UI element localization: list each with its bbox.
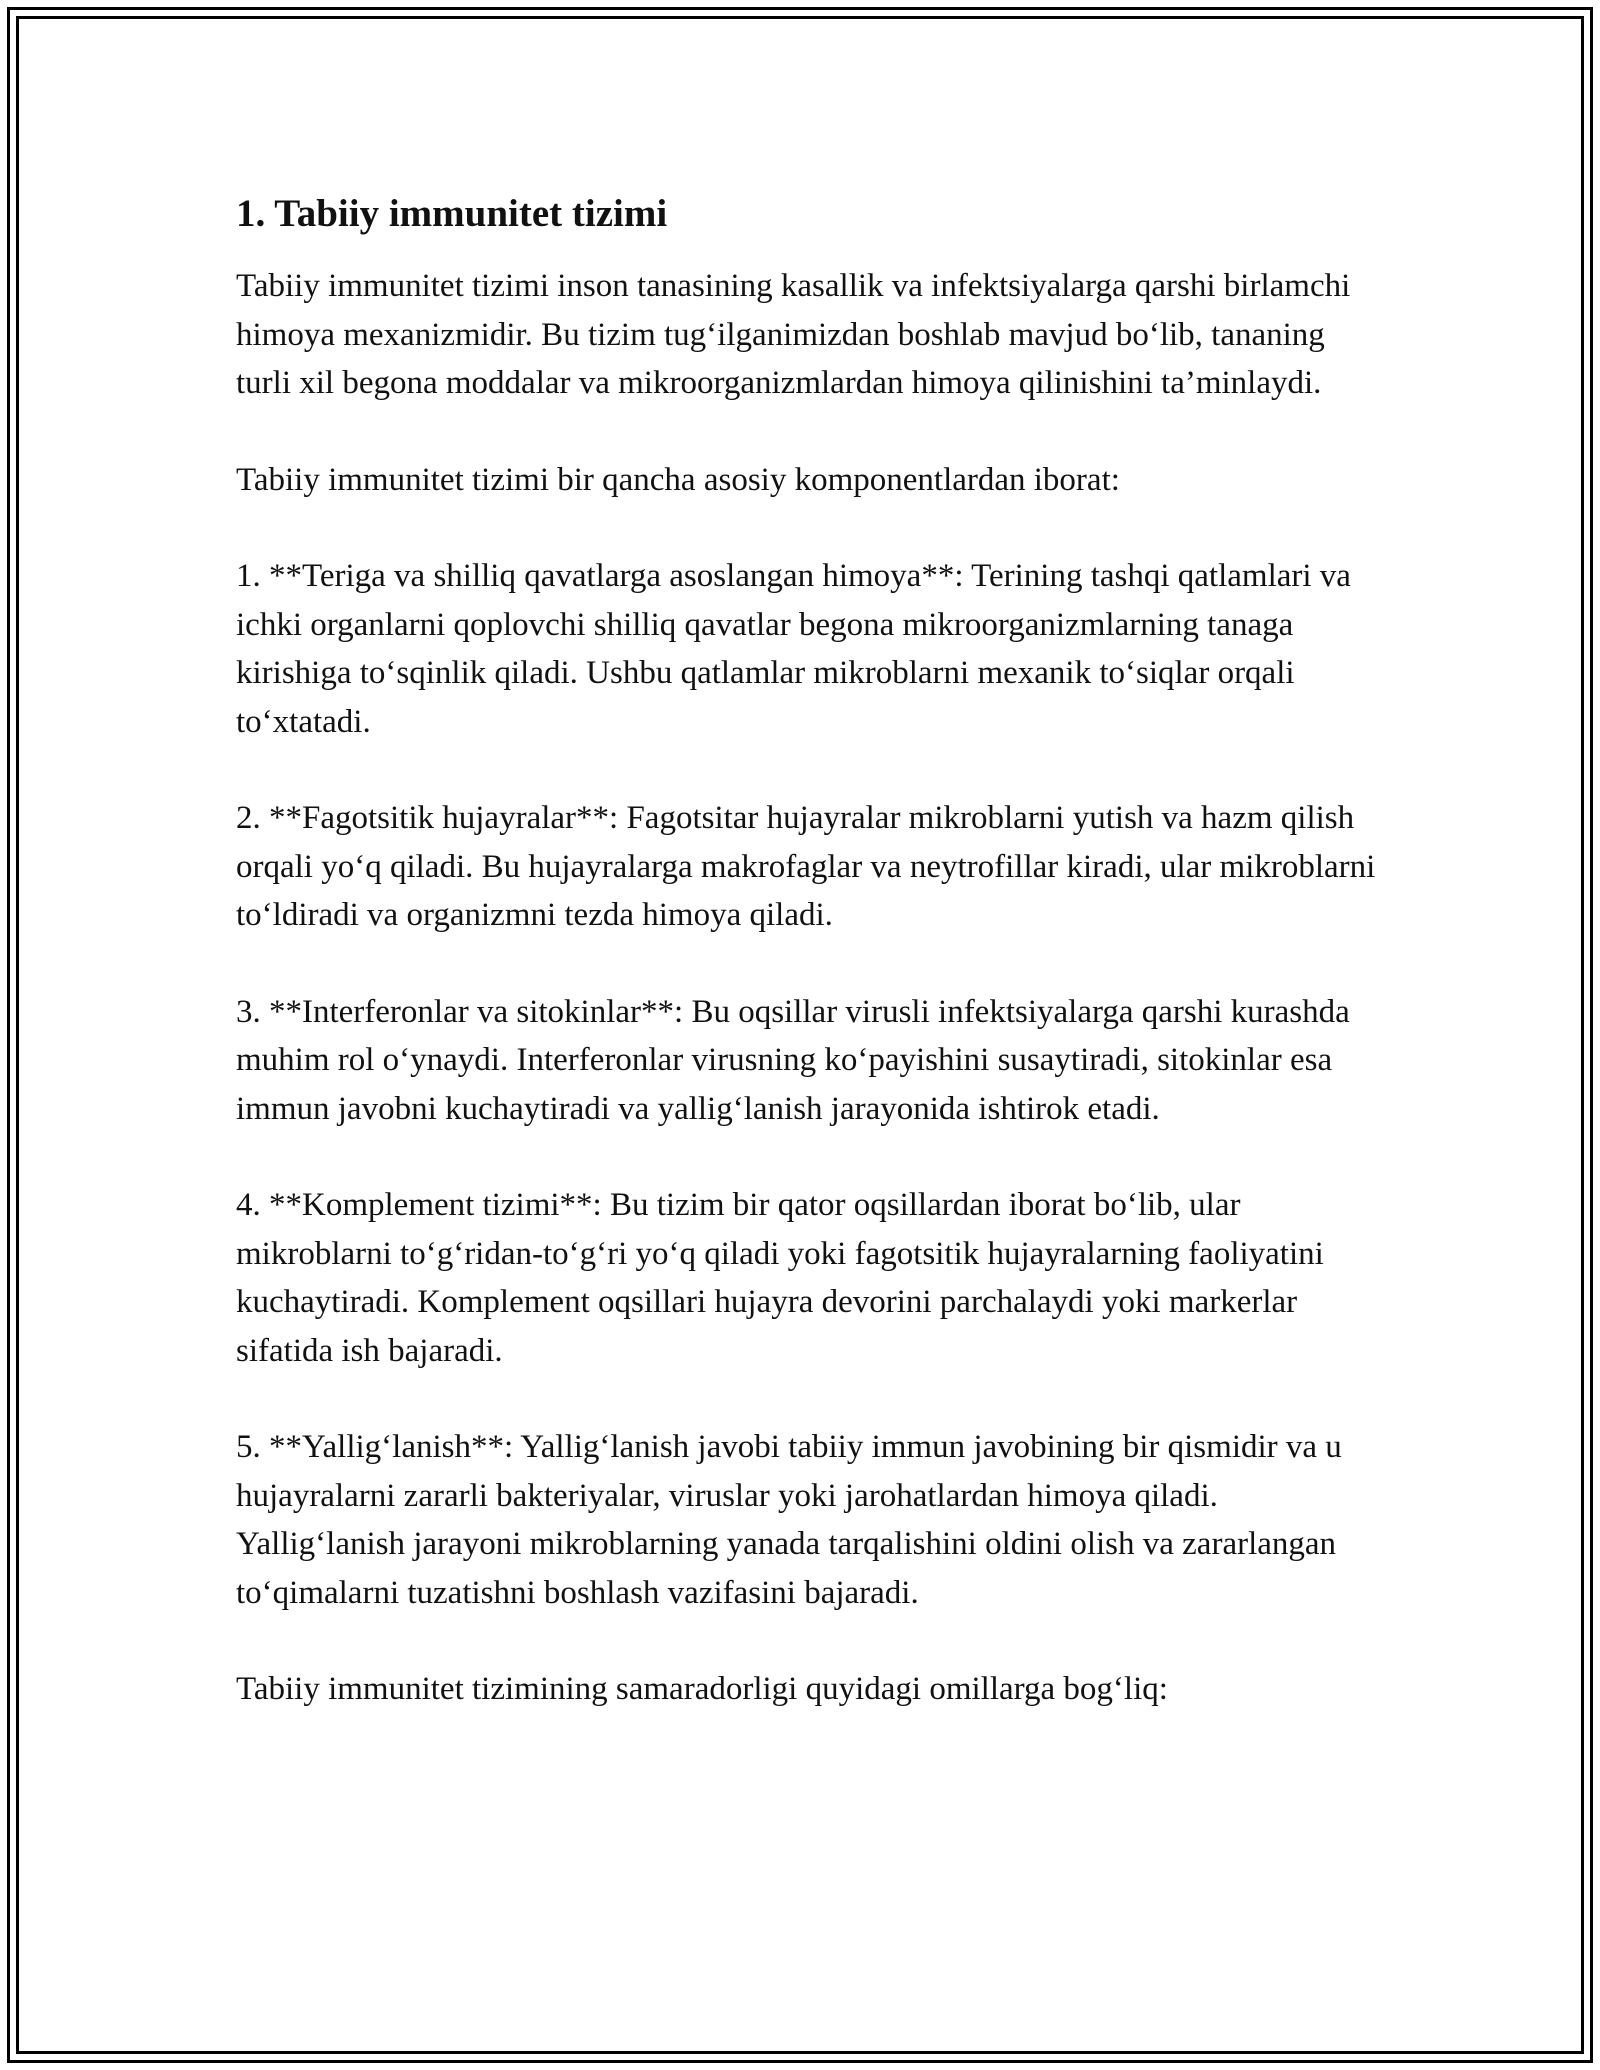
list-item-interferons-cytokines: 3. **Interferonlar va sitokinlar**: Bu oqsillar virusli infektsiyalarga qarshi kurashda muhim rol o‘ynaydi. Interferonlar virusning ko‘payishini susaytiradi, sitokinlar esa immun javobni kuchaytiradi va yallig‘lanish jarayonida ishtirok etadi. xyxy=(236,993,1350,1127)
list-item-inflammation: 5. **Yallig‘lanish**: Yallig‘lanish javobi tabiiy immun javobining bir qismidir va u hujayralarni zararli bakteriyalar, viruslar yoki jarohatlardan himoya qiladi. Yallig‘lanish jarayoni mikroblarning yanada tarqalishini oldini olish va zararlangan to‘qimalarni tuzatishni boshlash vazifasini bajaradi. xyxy=(236,1429,1342,1611)
intro-paragraph: Tabiiy immunitet tizimi inson tanasining kasallik va infektsiyalarga qarshi birlamchi himoya mexanizmidir. Bu tizim tug‘ilganimizdan boshlab mavjud bo‘lib, tananing turli xil begona moddalar va mikroorganizmlardan himoya qilinishini ta’minlaydi. xyxy=(236,268,1351,401)
document-body xyxy=(236,186,1376,1714)
components-intro-paragraph: Tabiiy immunitet tizimi bir qancha asosiy komponentlardan iborat: xyxy=(236,461,1120,498)
list-item-phagocytic-cells: 2. **Fagotsitik hujayralar**: Fagotsitar hujayralar mikroblarni yutish va hazm qilish orqali yo‘q qiladi. Bu hujayralarga makrofaglar va neytrofillar kiradi, ular mikroblarni to‘ldiradi va organizmni tezda himoya qiladi. xyxy=(236,800,1376,933)
list-item-skin-mucosa: 1. **Teriga va shilliq qavatlarga asoslangan himoya**: Terining tashqi qatlamlari va ichki organlarni qoplovchi shilliq qavatlar begona mikroorganizmlarning tanaga kirishiga to‘sqinlik qiladi. Ushbu qatlamlar mikroblarni mexanik to‘siqlar orqali to‘xtatadi. xyxy=(236,558,1351,740)
list-item-complement-system: 4. **Komplement tizimi**: Bu tizim bir qator oqsillardan iborat bo‘lib, ular mikroblarni to‘g‘ridan-to‘g‘ri yo‘q qiladi yoki fagotsitik hujayralarning faoliyatini kuchaytiradi. Komplement oqsillari hujayra devorini parchalaydi yoki markerlar sifatida ish bajaradi. xyxy=(236,1187,1324,1369)
closing-paragraph: Tabiiy immunitet tizimining samaradorligi quyidagi omillarga bog‘liq: xyxy=(236,1671,1168,1707)
section-heading: 1. Tabiiy immunitet tizimi xyxy=(236,192,668,235)
